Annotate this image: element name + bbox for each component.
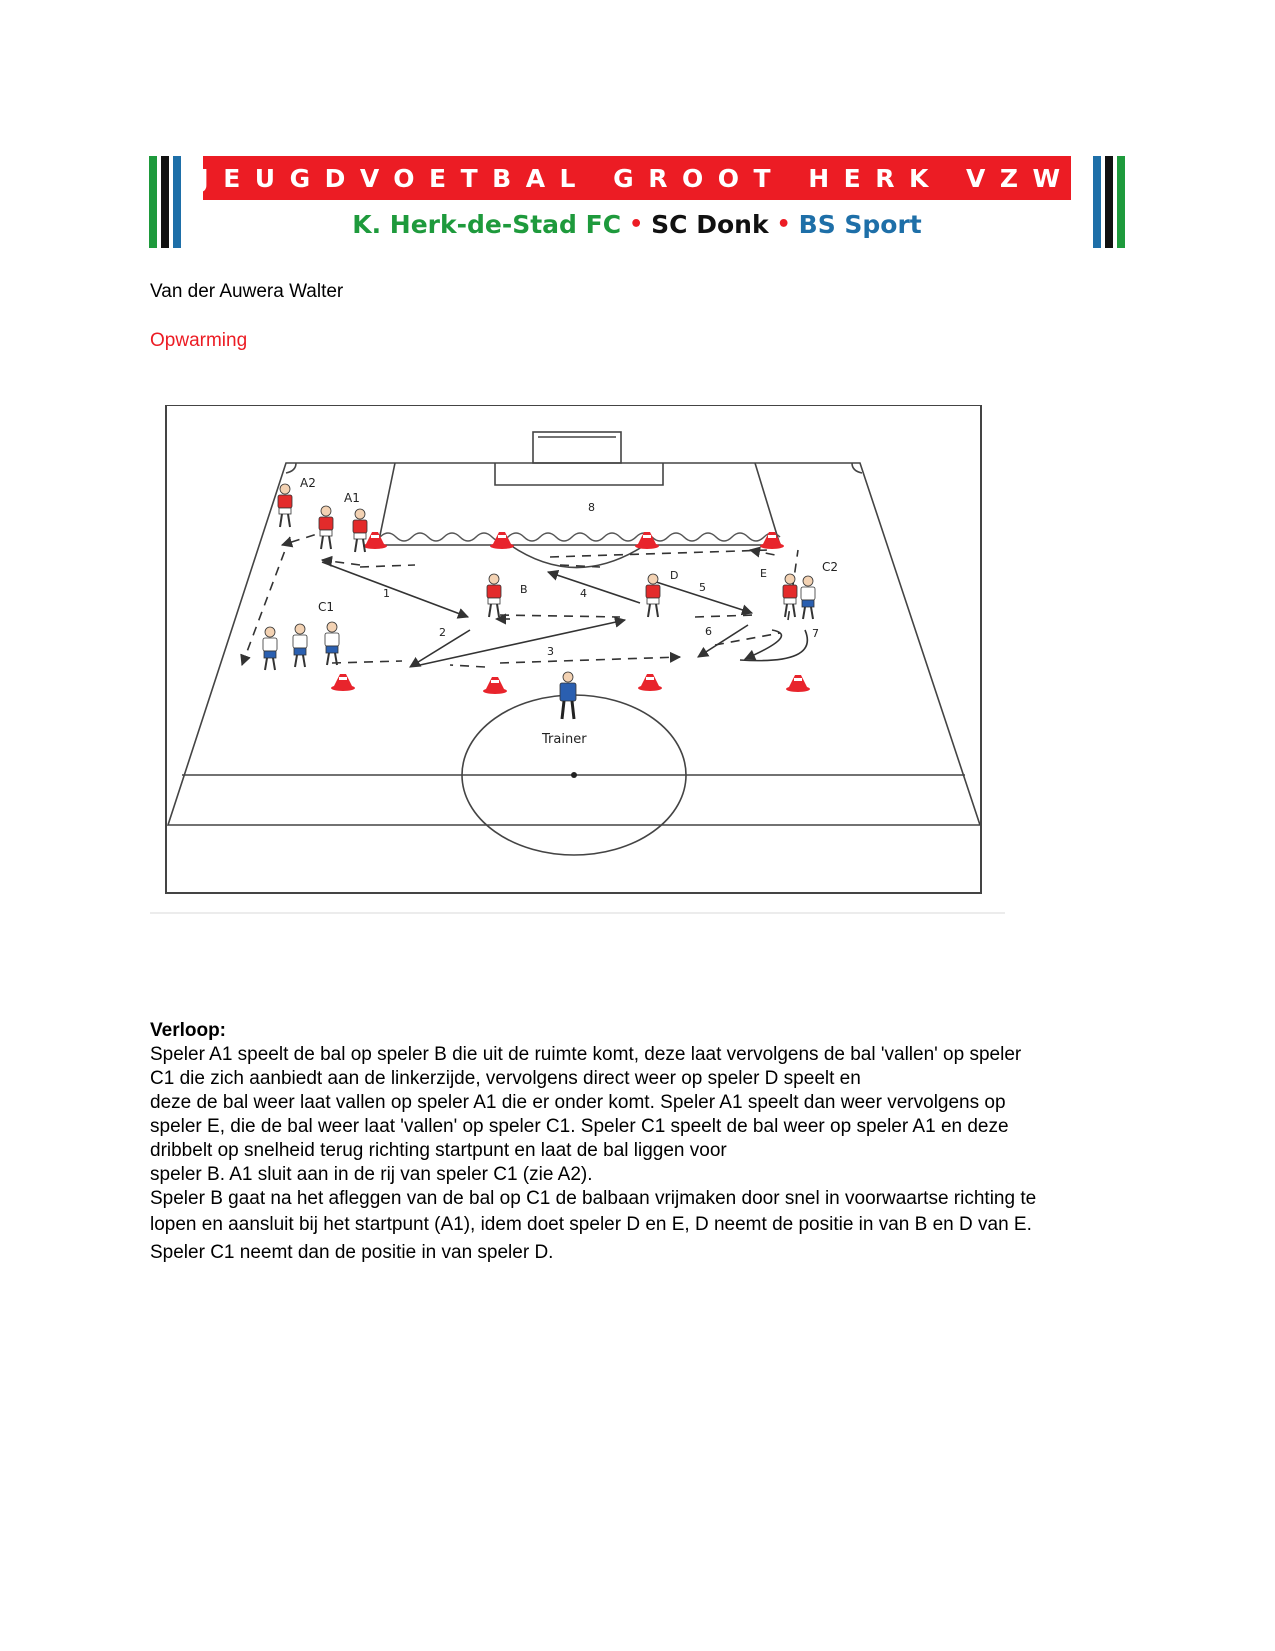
label-c1: C1 — [318, 600, 335, 614]
club-herk-de-stad: K. Herk-de-Stad FC — [352, 209, 622, 239]
pass-7: 7 — [812, 627, 819, 640]
club-sc-donk: SC Donk — [651, 209, 769, 239]
label-a2: A2 — [300, 476, 316, 490]
procedure-line: speler E, die de bal weer laat 'vallen' op speler C1. Speler C1 speelt de bal weer op speler A1 en deze — [150, 1116, 1009, 1137]
club-names — [203, 206, 1071, 242]
pass-4: 4 — [580, 587, 587, 600]
author-name: Van der Auwera Walter — [150, 281, 344, 302]
procedure-line: deze de bal weer laat vallen op speler A1 die er onder komt. Speler A1 speelt dan weer vervolgens op — [150, 1092, 1006, 1113]
label-e: E — [760, 567, 767, 580]
banner-stripes-left — [149, 156, 181, 248]
separator-dot: • — [629, 211, 644, 237]
label-b: B — [520, 583, 528, 596]
procedure-block — [150, 1019, 1140, 1267]
centre-spot — [571, 772, 577, 778]
club-bs-sport: BS Sport — [798, 209, 922, 239]
banner-stripes-right — [1093, 156, 1125, 248]
procedure-line: Speler C1 neemt dan de positie in van speler D. — [150, 1242, 554, 1263]
exercise-diagram — [150, 405, 1055, 965]
label-trainer: Trainer — [542, 732, 587, 747]
stripe-black — [161, 156, 169, 248]
pass-8: 8 — [588, 501, 595, 514]
banner-title-bar — [199, 156, 1075, 200]
procedure-line: lopen en aansluit bij het startpunt (A1), idem doet speler D en E, D neemt de positie in van B en D van E. — [150, 1214, 1032, 1235]
procedure-line: C1 die zich aanbiedt aan de linkerzijde, vervolgens direct weer op speler D speelt en — [150, 1068, 861, 1089]
diagram-frame — [166, 405, 981, 893]
banner-title: JEUGDVOETBAL GROOT HERK VZW — [199, 163, 1075, 193]
label-a1: A1 — [344, 491, 360, 505]
procedure-line: Speler B gaat na het afleggen van de bal op C1 de balbaan vrijmaken door snel in voorwaartse richting te — [150, 1188, 1037, 1209]
separator-dot: • — [776, 211, 791, 237]
procedure-line: Speler A1 speelt de bal op speler B die uit de ruimte komt, deze laat vervolgens de bal 'vallen' op speler — [150, 1044, 1022, 1065]
section-title: Opwarming — [150, 330, 248, 351]
stripe-black — [1105, 156, 1113, 248]
pass-3: 3 — [547, 645, 554, 658]
procedure-line: speler B. A1 sluit aan in de rij van speler C1 (zie A2). — [150, 1164, 593, 1185]
pass-2: 2 — [439, 626, 446, 639]
procedure-heading: Verloop: — [150, 1020, 227, 1041]
label-d: D — [670, 569, 679, 582]
stripe-green — [149, 156, 157, 248]
pass-1: 1 — [383, 587, 390, 600]
pass-6: 6 — [705, 625, 712, 638]
stripe-blue — [173, 156, 181, 248]
procedure-line: dribbelt op snelheid terug richting startpunt en laat de bal liggen voor — [150, 1140, 727, 1161]
pass-5: 5 — [699, 581, 706, 594]
stripe-blue — [1093, 156, 1101, 248]
label-c2: C2 — [822, 560, 839, 574]
club-banner — [149, 156, 1125, 248]
stripe-green — [1117, 156, 1125, 248]
